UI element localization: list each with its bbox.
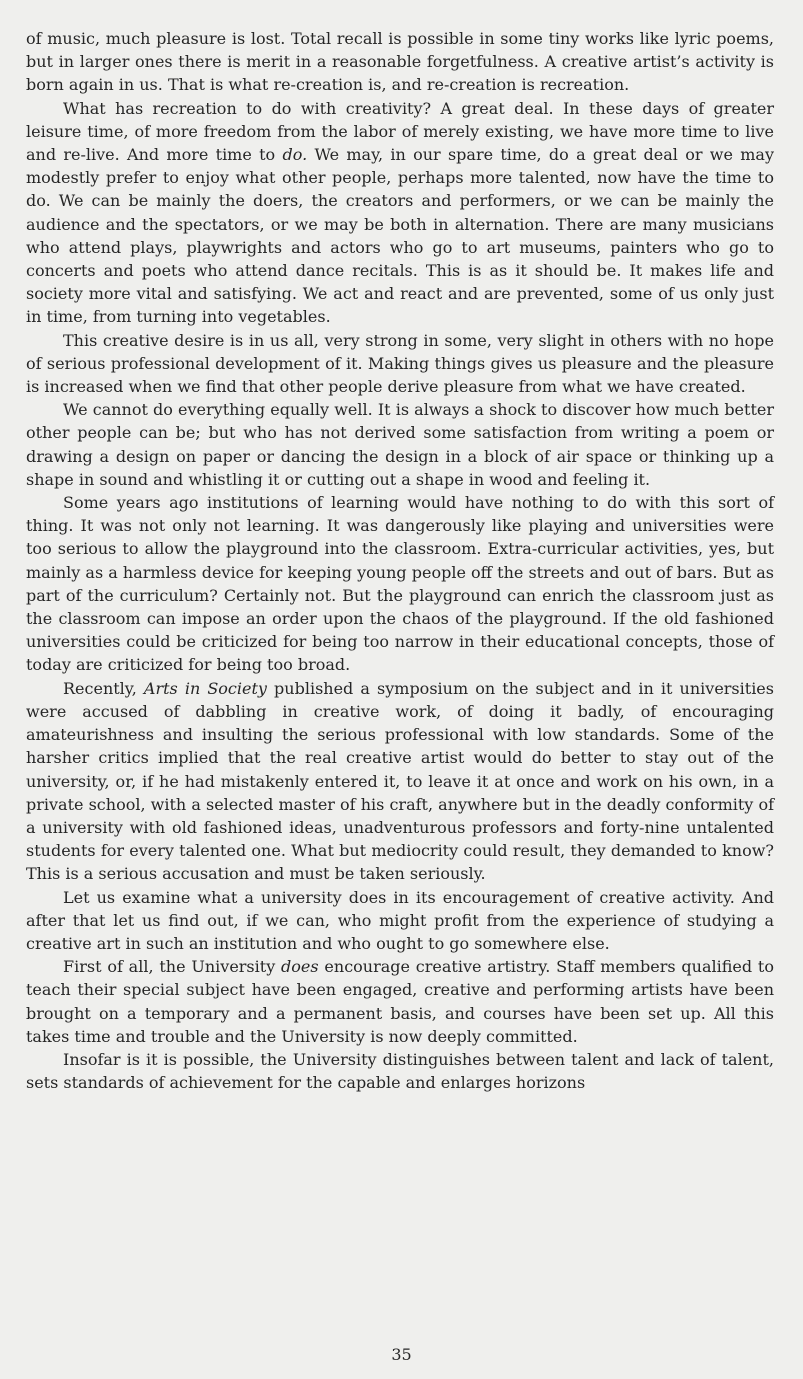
paragraph-6: Recently, Arts in Society published a symposium on the subject and in it universities were accused of dabbling in creative work, of doing it badly, of encouraging amateurishness and insulting the serious professional with low standards. Some of the harsher critics implied that the real creative artist would do better to stay out of the university, or, if he had mistakenly entered it, to leave it at once and work on his own, in a private school, with a selected master of his craft, anywhere but in the deadly conformity of a university with old fashioned ideas, unadventurous professors and forty-nine untalented students for every talented one. What but mediocrity could result, they demanded to know? This is a serious accusation and must be taken seriously. <box>26 678 774 884</box>
paragraph-4: We cannot do everything equally well. It is always a shock to discover how much better other people can be; but who has not derived some satisfaction from writing a poem or drawing a design on paper or dancing the design in a block of air space or thinking up a shape in sound and whistling it or cutting out a shape in wood and feeling it. <box>26 400 774 489</box>
paragraph-5: Some years ago institutions of learning would have nothing to do with this sort of thing. It was not only not learning. It was dangerously like playing and universities were too serious to allow the playground into the classroom. Extra-curricular activities, yes, but mainly as a harmless device for keeping young people off the streets and out of bars. But as part of the curriculum? Certainly not. But the playground can enrich the classroom just as the classroom can impose an order upon the chaos of the playground. If the old fashioned universities could be criticized for being too narrow in their educational concepts, those of today are criticized for being too broad. <box>26 493 774 675</box>
paragraph-7: Let us examine what a university does in its encouragement of creative activity. And after that let us find out, if we can, who might profit from the experience of studying a creative art in such an institution and who ought to go somewhere else. <box>26 887 774 953</box>
page-body <box>26 27 774 1094</box>
italic-run: does <box>281 957 319 977</box>
paragraph-9: Insofar is it is possible, the University distinguishes between talent and lack of talent, sets standards of achievement for the capable and enlarges horizons <box>26 1049 774 1093</box>
italic-run: Arts in Society <box>143 678 267 698</box>
italic-run: do. <box>282 145 308 165</box>
page-number: 35 <box>391 1345 412 1364</box>
paragraph-2: What has recreation to do with creativity? A great deal. In these days of greater leisure time, of more freedom from the labor of merely existing, we have more time to live and re-live. And more time to do. We may, in our spare time, do a great deal or we may modestly prefer to enjoy what other people, perhaps more talented, now have the time to do. We can be mainly the doers, the creators and performers, or we can be mainly the audience and the spectators, or we may be both in alternation. There are many musicians who attend plays, playwrights and actors who go to art museums, painters who go to concerts and poets who attend dance recitals. This is as it should be. It makes life and society more vital and satisfying. We act and react and are prevented, some of us only just in time, from turning into vegetables. <box>26 98 774 327</box>
paragraph-1: of music, much pleasure is lost. Total recall is possible in some tiny works like lyric poems, but in larger ones there is merit in a reasonable forgetfulness. A creative artist’s activity is born again in us. That is what re-creation is, and re-creation is recreation. <box>26 29 774 95</box>
paragraph-8: First of all, the University does encourage creative artistry. Staff members qualified to teach their special subject have been engaged, creative and performing artists have been brought on a temporary and a permanent basis, and courses have been set up. All this takes time and trouble and the University is now deeply committed. <box>26 957 774 1046</box>
paragraph-3: This creative desire is in us all, very strong in some, very slight in others with no hope of serious professional development of it. Making things gives us pleasure and the pleasure is increased when we find that other people derive pleasure from what we have created. <box>26 330 774 397</box>
